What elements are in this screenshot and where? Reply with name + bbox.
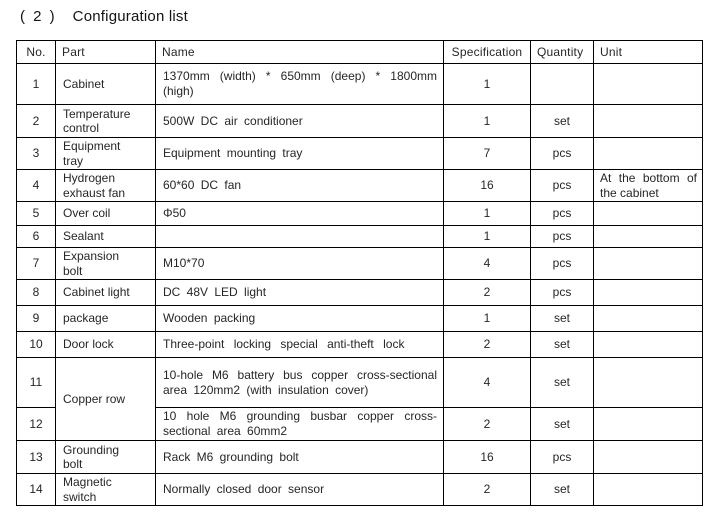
cell-qty: pcs xyxy=(531,202,594,226)
cell-no: 11 xyxy=(17,358,56,408)
configuration-table xyxy=(16,40,703,506)
cell-spec: 2 xyxy=(444,280,531,306)
cell-spec: 1 xyxy=(444,202,531,226)
cell-qty xyxy=(531,64,594,105)
table-row xyxy=(17,441,703,474)
table-row xyxy=(17,358,703,408)
cell-no: 1 xyxy=(17,64,56,105)
cell-spec: 1 xyxy=(444,64,531,105)
cell-name: Three-point locking special anti-theft lock xyxy=(156,332,444,358)
table-row xyxy=(17,202,703,226)
cell-name: Wooden packing xyxy=(156,306,444,332)
cell-no: 10 xyxy=(17,332,56,358)
table-row xyxy=(17,226,703,248)
cell-unit xyxy=(594,64,703,105)
cell-name: DC 48V LED light xyxy=(156,280,444,306)
cell-unit xyxy=(594,306,703,332)
cell-name: 60*60 DC fan xyxy=(156,170,444,202)
header-row xyxy=(17,41,703,64)
cell-part: Temperature control xyxy=(56,105,156,138)
title-number: ( 2 ) xyxy=(20,8,57,25)
cell-unit xyxy=(594,138,703,170)
cell-unit xyxy=(594,226,703,248)
cell-part: Door lock xyxy=(56,332,156,358)
cell-spec: 1 xyxy=(444,226,531,248)
cell-part: Over coil xyxy=(56,202,156,226)
cell-no: 2 xyxy=(17,105,56,138)
cell-part: Magnetic switch xyxy=(56,474,156,506)
cell-no: 14 xyxy=(17,474,56,506)
cell-spec: 4 xyxy=(444,248,531,280)
cell-qty: pcs xyxy=(531,170,594,202)
cell-no: 3 xyxy=(17,138,56,170)
cell-name: Rack M6 grounding bolt xyxy=(156,441,444,474)
cell-unit xyxy=(594,332,703,358)
cell-part: Expansion bolt xyxy=(56,248,156,280)
table-row xyxy=(17,332,703,358)
cell-name: 1370mm (width) * 650mm (deep) * 1800mm (high) xyxy=(156,64,444,105)
cell-part-merged: Copper row xyxy=(56,358,156,441)
column-header-spec: Specification xyxy=(444,41,531,64)
cell-name: 10-hole M6 battery bus copper cross-sectional area 120mm2 (with insulation cover) xyxy=(156,358,444,408)
cell-no: 8 xyxy=(17,280,56,306)
cell-part: package xyxy=(56,306,156,332)
cell-spec: 1 xyxy=(444,105,531,138)
cell-unit xyxy=(594,441,703,474)
cell-qty: pcs xyxy=(531,441,594,474)
cell-unit xyxy=(594,105,703,138)
cell-no: 6 xyxy=(17,226,56,248)
cell-part: Grounding bolt xyxy=(56,441,156,474)
cell-qty: set xyxy=(531,408,594,441)
table-row xyxy=(17,170,703,202)
cell-unit: At the bottom of the cabinet xyxy=(594,170,703,202)
column-header-part: Part xyxy=(56,41,156,64)
cell-qty: pcs xyxy=(531,280,594,306)
cell-no: 5 xyxy=(17,202,56,226)
title-text: Configuration list xyxy=(72,8,188,25)
cell-spec: 16 xyxy=(444,170,531,202)
cell-spec: 16 xyxy=(444,441,531,474)
cell-spec: 2 xyxy=(444,474,531,506)
cell-unit xyxy=(594,248,703,280)
cell-name: 500W DC air conditioner xyxy=(156,105,444,138)
cell-qty: set xyxy=(531,474,594,506)
table-row xyxy=(17,64,703,105)
cell-name: 10 hole M6 grounding busbar copper cross-sectional area 60mm2 xyxy=(156,408,444,441)
cell-no: 4 xyxy=(17,170,56,202)
cell-qty: pcs xyxy=(531,138,594,170)
cell-unit xyxy=(594,280,703,306)
cell-part: Cabinet light xyxy=(56,280,156,306)
cell-name: Φ50 xyxy=(156,202,444,226)
cell-qty: pcs xyxy=(531,226,594,248)
cell-spec: 4 xyxy=(444,358,531,408)
cell-spec: 2 xyxy=(444,332,531,358)
cell-unit xyxy=(594,474,703,506)
cell-name xyxy=(156,226,444,248)
table-row xyxy=(17,306,703,332)
cell-unit xyxy=(594,202,703,226)
cell-no: 7 xyxy=(17,248,56,280)
cell-unit xyxy=(594,408,703,441)
cell-part: Hydrogen exhaust fan xyxy=(56,170,156,202)
cell-spec: 1 xyxy=(444,306,531,332)
cell-name: Equipment mounting tray xyxy=(156,138,444,170)
cell-name: M10*70 xyxy=(156,248,444,280)
cell-unit xyxy=(594,358,703,408)
cell-no: 13 xyxy=(17,441,56,474)
page-title xyxy=(20,8,188,25)
cell-qty: set xyxy=(531,332,594,358)
cell-no: 9 xyxy=(17,306,56,332)
column-header-qty: Quantity xyxy=(531,41,594,64)
table-row xyxy=(17,138,703,170)
cell-name: Normally closed door sensor xyxy=(156,474,444,506)
cell-qty: set xyxy=(531,105,594,138)
cell-qty: pcs xyxy=(531,248,594,280)
table-row xyxy=(17,280,703,306)
cell-no: 12 xyxy=(17,408,56,441)
table-row xyxy=(17,474,703,506)
cell-part: Sealant xyxy=(56,226,156,248)
column-header-name: Name xyxy=(156,41,444,64)
cell-qty: set xyxy=(531,358,594,408)
cell-spec: 2 xyxy=(444,408,531,441)
table-row xyxy=(17,248,703,280)
column-header-unit: Unit xyxy=(594,41,703,64)
column-header-no: No. xyxy=(17,41,56,64)
table-row xyxy=(17,105,703,138)
cell-qty: set xyxy=(531,306,594,332)
cell-part: Equipment tray xyxy=(56,138,156,170)
cell-part: Cabinet xyxy=(56,64,156,105)
cell-spec: 7 xyxy=(444,138,531,170)
